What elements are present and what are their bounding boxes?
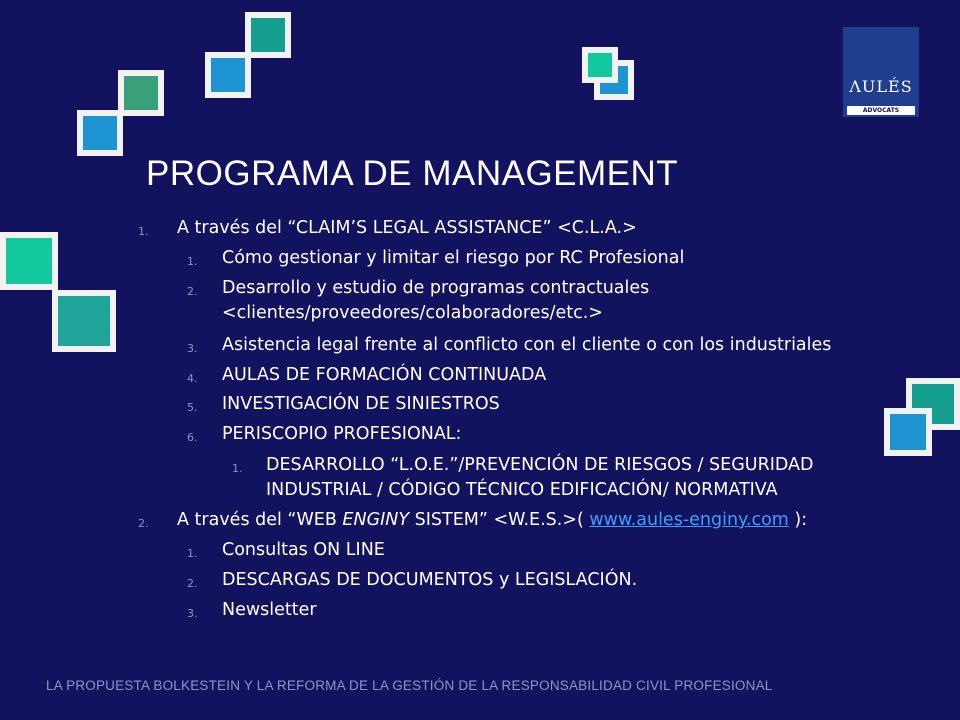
text-c: ): xyxy=(788,510,808,530)
list-number: 1. xyxy=(187,255,198,268)
list-item-line2: INDUSTRIAL / CÓDIGO TÉCNICO EDIFICACIÓN/ NORMATIVA xyxy=(266,480,778,500)
list-number: 2. xyxy=(138,517,149,530)
list-number: 1. xyxy=(138,225,149,238)
deco-square xyxy=(118,70,164,116)
list-number: 5. xyxy=(187,401,198,414)
list-item: PERISCOPIO PROFESIONAL: xyxy=(222,424,462,444)
list-item: INVESTIGACIÓN DE SINIESTROS xyxy=(222,394,500,414)
deco-square xyxy=(0,232,58,290)
list-item: Asistencia legal frente al conflicto con el cliente o con los industriales xyxy=(222,335,832,355)
list-number: 2. xyxy=(187,285,198,298)
list-number: 3. xyxy=(187,607,198,620)
logo-subtitle: ADVOCATS xyxy=(847,106,915,115)
list-number: 1. xyxy=(232,462,243,475)
deco-square xyxy=(205,52,251,98)
deco-square xyxy=(582,47,618,83)
list-item-line1: DESARROLLO “L.O.E.”/PREVENCIÓN DE RIESGOS / SEGURIDAD xyxy=(266,455,814,475)
list-item-line1: Desarrollo y estudio de programas contractuales xyxy=(222,278,650,298)
text-b: SISTEM” <W.E.S.>( xyxy=(409,510,590,530)
list-number: 1. xyxy=(187,547,198,560)
website-link[interactable]: www.aules-enginy.com xyxy=(589,510,789,530)
list-item: A través del “CLAIM’S LEGAL ASSISTANCE” <C.L.A.> xyxy=(177,218,637,238)
list-item: Consultas ON LINE xyxy=(222,540,385,560)
deco-square xyxy=(77,110,123,156)
logo-text: ΛULÉS xyxy=(849,77,913,96)
text-italic: ENGINY xyxy=(342,510,410,530)
footer-text: LA PROPUESTA BOLKESTEIN Y LA REFORMA DE LA GESTIÓN DE LA RESPONSABILIDAD CIVIL PROFESIONAL xyxy=(46,678,773,693)
list-item: DESCARGAS DE DOCUMENTOS y LEGISLACIÓN. xyxy=(222,570,638,590)
list-item: AULAS DE FORMACIÓN CONTINUADA xyxy=(222,365,547,385)
deco-square xyxy=(245,12,291,58)
list-item-web xyxy=(177,508,807,532)
text-a: A través del “WEB xyxy=(177,510,343,530)
list-item: Cómo gestionar y limitar el riesgo por RC Profesional xyxy=(222,248,685,268)
list-item: Newsletter xyxy=(222,600,317,620)
aules-logo xyxy=(843,27,919,117)
page-title: PROGRAMA DE MANAGEMENT xyxy=(146,154,679,193)
list-number: 4. xyxy=(187,372,198,385)
deco-square xyxy=(52,290,116,352)
list-item-line2: <clientes/proveedores/colaboradores/etc.> xyxy=(222,303,603,323)
list-number: 2. xyxy=(187,577,198,590)
list-number: 6. xyxy=(187,431,198,444)
deco-square xyxy=(884,408,932,456)
list-number: 3. xyxy=(187,342,198,355)
